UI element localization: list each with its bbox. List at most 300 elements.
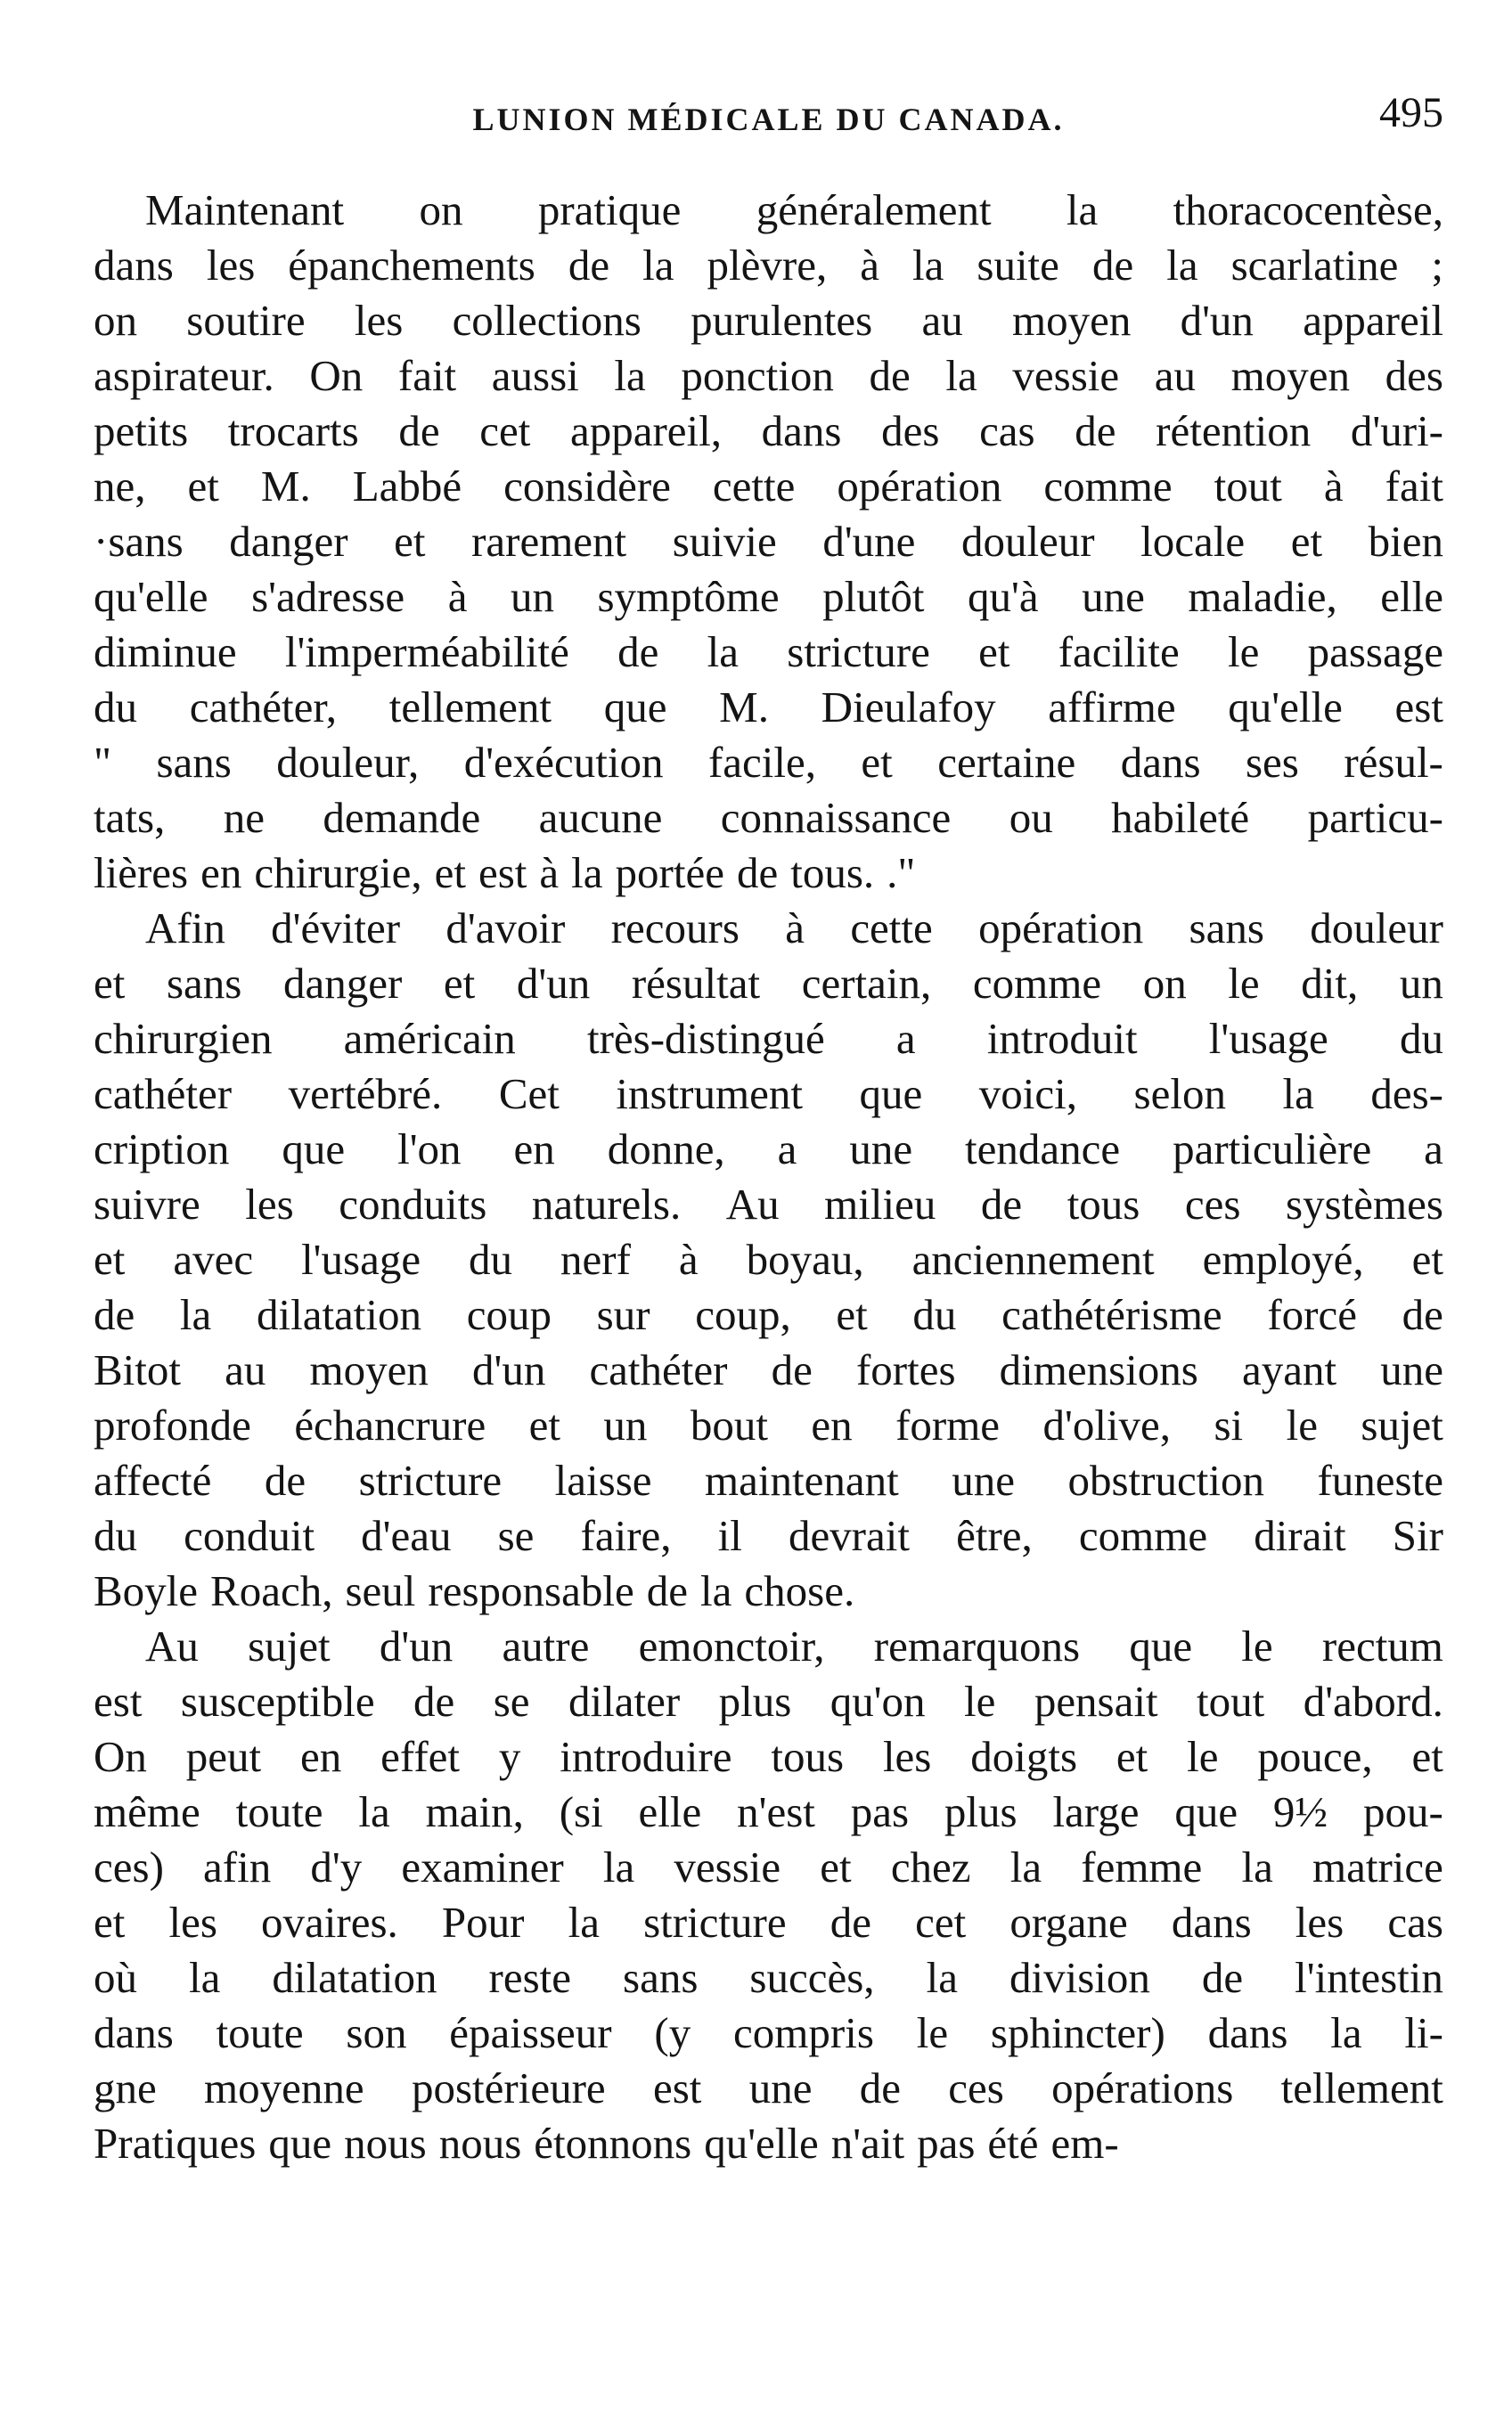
word: compris xyxy=(733,2008,874,2057)
word: susceptible xyxy=(180,1677,375,1726)
word: de xyxy=(617,627,659,676)
word: chirurgie, xyxy=(254,848,422,897)
word: aussi xyxy=(491,351,579,400)
word: ces xyxy=(1184,1180,1241,1229)
word: la xyxy=(642,241,674,290)
word: est xyxy=(94,1677,143,1726)
text-line xyxy=(94,790,1443,846)
word: tous xyxy=(1067,1180,1140,1229)
word: cas xyxy=(979,406,1035,455)
word: devrait xyxy=(788,1511,910,1560)
text-line xyxy=(94,901,1443,956)
word: sans xyxy=(166,959,242,1008)
word: division xyxy=(1009,1953,1150,2002)
text-line xyxy=(94,569,1443,625)
word: être, xyxy=(956,1511,1033,1560)
word: de xyxy=(1201,1953,1244,2002)
word: du xyxy=(912,1290,957,1339)
text-line xyxy=(94,514,1443,569)
word: on xyxy=(419,185,463,234)
word: une xyxy=(1082,572,1145,621)
word: vessie xyxy=(674,1843,781,1892)
text-line xyxy=(94,1232,1443,1287)
text-line xyxy=(94,2006,1443,2061)
word: de xyxy=(413,1677,455,1726)
word: que xyxy=(603,682,667,731)
word: suivre xyxy=(94,1180,200,1229)
word: forme xyxy=(895,1401,1001,1450)
text-line xyxy=(94,956,1443,1011)
word: cathéter xyxy=(94,1069,233,1118)
word: est xyxy=(478,848,527,897)
word: peut xyxy=(185,1732,262,1781)
text-line xyxy=(94,183,1443,238)
word: pou- xyxy=(1363,1787,1443,1836)
word: Pour xyxy=(441,1898,525,1947)
word: em- xyxy=(1050,2119,1119,2168)
word: conduit xyxy=(184,1511,315,1560)
word: lières xyxy=(94,848,189,897)
word: sur xyxy=(596,1290,650,1339)
word: remarquons xyxy=(873,1622,1081,1671)
word: de xyxy=(646,1566,688,1615)
word: naturels. xyxy=(531,1180,682,1229)
word: les xyxy=(206,241,256,290)
word: pas xyxy=(917,2119,976,2168)
word: au xyxy=(921,296,963,345)
text-line xyxy=(94,1177,1443,1232)
text-line xyxy=(94,1619,1443,1674)
word: chirurgien xyxy=(94,1014,273,1063)
word: d'abord. xyxy=(1303,1677,1443,1726)
word: ces xyxy=(948,2063,1004,2112)
word: la xyxy=(568,1898,600,1947)
text-line xyxy=(94,1398,1443,1453)
word: forcé xyxy=(1267,1290,1357,1339)
word: de xyxy=(568,241,610,290)
word: des- xyxy=(1370,1069,1443,1118)
word: Labbé xyxy=(352,462,462,511)
word: profonde xyxy=(94,1401,251,1450)
word: d'éviter xyxy=(271,903,401,952)
text-line xyxy=(94,625,1443,680)
word: même xyxy=(94,1787,200,1836)
word: Dieulafoy xyxy=(821,682,996,731)
word: la xyxy=(1066,185,1099,234)
word: douleur, xyxy=(276,738,420,787)
word: en xyxy=(200,848,242,897)
word: a xyxy=(1424,1124,1443,1173)
word: cathéter xyxy=(589,1345,728,1394)
word: la xyxy=(1009,1843,1042,1892)
word: de xyxy=(869,351,911,400)
word: et xyxy=(434,848,466,897)
word: Bitot xyxy=(94,1345,182,1394)
word: ces) xyxy=(94,1843,164,1892)
word: un xyxy=(603,1401,648,1450)
text-line xyxy=(94,348,1443,404)
text-line xyxy=(94,1564,1443,1619)
word: en xyxy=(513,1124,555,1173)
word: voici, xyxy=(978,1069,1077,1118)
text-line xyxy=(94,1122,1443,1177)
word: cet xyxy=(479,406,531,455)
word: chez xyxy=(890,1843,971,1892)
word: " xyxy=(94,738,112,787)
word: nous xyxy=(438,2119,522,2168)
word: qu'on xyxy=(830,1677,926,1726)
word: s'adresse xyxy=(251,572,405,621)
word: les xyxy=(1295,1898,1344,1947)
word: dirait xyxy=(1254,1511,1346,1560)
word: il xyxy=(717,1511,742,1560)
word: thoracocentèse, xyxy=(1173,185,1443,234)
word: obstruction xyxy=(1067,1456,1264,1505)
word: organe xyxy=(1009,1898,1128,1947)
word: cathéter, xyxy=(189,682,338,731)
word: d'exécution xyxy=(463,738,664,787)
word: aucune xyxy=(538,793,663,842)
word: ; xyxy=(1431,241,1443,290)
word: qu'à xyxy=(968,572,1039,621)
word: avec xyxy=(173,1235,254,1284)
word: certain, xyxy=(801,959,932,1008)
word: portée xyxy=(615,848,724,897)
word: de xyxy=(94,1290,135,1339)
word: appareil, xyxy=(569,406,723,455)
word: le xyxy=(1241,1622,1273,1671)
word: d'une xyxy=(822,517,916,566)
word: le xyxy=(1227,627,1260,676)
word: de xyxy=(1075,406,1116,455)
word: tous xyxy=(771,1732,845,1781)
word: des xyxy=(1385,351,1443,400)
word: à xyxy=(447,572,468,621)
word: dilater xyxy=(568,1677,681,1726)
word: tellement xyxy=(1280,2063,1443,2112)
word: la xyxy=(1166,241,1198,290)
word: demande xyxy=(323,793,481,842)
word: laisse xyxy=(554,1456,652,1505)
word: se xyxy=(493,1677,530,1726)
word: américain xyxy=(343,1014,516,1063)
word: facilite xyxy=(1058,627,1180,676)
word: une xyxy=(849,1124,913,1173)
word: plus xyxy=(718,1677,792,1726)
word: vessie xyxy=(1012,351,1120,400)
word: été xyxy=(987,2119,1039,2168)
word: appareil xyxy=(1303,296,1443,345)
word: tendance xyxy=(965,1124,1121,1173)
word: bien xyxy=(1368,517,1443,566)
word: d'avoir xyxy=(445,903,566,952)
word: de xyxy=(1091,241,1134,290)
word: faire, xyxy=(580,1511,672,1560)
word: facile, xyxy=(707,738,816,787)
word: Maintenant xyxy=(145,185,345,234)
word: douleur xyxy=(960,517,1095,566)
word: et xyxy=(394,517,426,566)
word: opération xyxy=(837,462,1002,511)
word: autre xyxy=(502,1622,590,1671)
text-line xyxy=(94,293,1443,348)
word: cette xyxy=(850,903,933,952)
word: Boyle xyxy=(94,1566,199,1615)
word: tellement xyxy=(388,682,552,731)
word: comme xyxy=(1043,462,1173,511)
word: une xyxy=(748,2063,813,2112)
word: collections xyxy=(452,296,642,345)
word: suite xyxy=(977,241,1059,290)
word: ne xyxy=(223,793,265,842)
text-line xyxy=(94,404,1443,459)
word: de xyxy=(771,1345,813,1394)
word: examiner xyxy=(401,1843,564,1892)
word: (y xyxy=(654,2008,691,2057)
word: ." xyxy=(887,848,916,897)
word: sphincter) xyxy=(990,2008,1165,2057)
word: la xyxy=(945,351,977,400)
text-line xyxy=(94,680,1443,735)
word: cette xyxy=(712,462,796,511)
word: Cet xyxy=(498,1069,560,1118)
text-line xyxy=(94,1729,1443,1785)
word: à xyxy=(860,241,879,290)
word: le xyxy=(1286,1401,1318,1450)
word: symptôme xyxy=(597,572,780,621)
word: les xyxy=(882,1732,932,1781)
word: de xyxy=(1402,1290,1443,1339)
word: Pratiques xyxy=(94,2119,257,2168)
word: pratique xyxy=(537,185,682,234)
word: dans xyxy=(94,2008,174,2057)
word: de xyxy=(859,2063,901,2112)
word: du xyxy=(94,682,137,731)
word: de xyxy=(264,1456,306,1505)
text-line xyxy=(94,1840,1443,1895)
word: fait xyxy=(1385,462,1443,511)
word: (si xyxy=(559,1787,603,1836)
word: la xyxy=(1241,1843,1273,1892)
word: à xyxy=(539,848,560,897)
word: que xyxy=(1129,1622,1193,1671)
word: dans xyxy=(1207,2008,1288,2057)
word: toute xyxy=(235,1787,323,1836)
word: sans xyxy=(623,1953,699,2002)
word: trocarts xyxy=(227,406,359,455)
word: main, xyxy=(425,1787,524,1836)
word: étonnons xyxy=(534,2119,692,2168)
word: n'est xyxy=(737,1787,815,1836)
word: et xyxy=(94,1898,126,1947)
word: diminue xyxy=(94,627,237,676)
word: ou xyxy=(1009,793,1053,842)
word: et xyxy=(861,738,893,787)
word: épaisseur xyxy=(449,2008,612,2057)
word: dans xyxy=(761,406,842,455)
word: Afin xyxy=(145,903,225,952)
word: sans xyxy=(156,738,232,787)
word: la xyxy=(614,351,646,400)
word: rectum xyxy=(1321,1622,1443,1671)
word: de xyxy=(398,406,440,455)
word: une xyxy=(952,1456,1015,1505)
text-line xyxy=(94,1895,1443,1950)
word: moyen xyxy=(309,1345,429,1394)
word: dans xyxy=(1171,1898,1252,1947)
word: ses xyxy=(1245,738,1299,787)
word: ·sans xyxy=(94,517,184,566)
word: opérations xyxy=(1051,2063,1234,2112)
word: les xyxy=(168,1898,217,1947)
word: le xyxy=(964,1677,996,1726)
word: le xyxy=(1187,1732,1219,1781)
word: recours xyxy=(610,903,740,952)
word: et xyxy=(1411,1235,1443,1284)
journal-title: LUNION MÉDICALE DU CANADA. xyxy=(472,102,1065,137)
word: habileté xyxy=(1111,793,1250,842)
paragraph xyxy=(94,183,1443,901)
word: rétention xyxy=(1156,406,1312,455)
word: ne, xyxy=(94,462,146,511)
word: connaissance xyxy=(720,793,952,842)
word: dans xyxy=(94,241,174,290)
word: maladie, xyxy=(1188,572,1337,621)
word: rarement xyxy=(471,517,627,566)
word: que xyxy=(282,1124,346,1173)
word: la xyxy=(926,1953,958,2002)
word: doigts xyxy=(970,1732,1078,1781)
word: danger xyxy=(229,517,348,566)
word: du xyxy=(469,1235,513,1284)
word: danger xyxy=(282,959,403,1008)
word: la xyxy=(911,241,944,290)
word: stricture xyxy=(787,627,930,676)
text-line xyxy=(94,735,1443,790)
word: petits xyxy=(94,406,189,455)
word: elle xyxy=(1380,572,1443,621)
word: qu'elle xyxy=(1228,682,1343,731)
word: épanchements xyxy=(288,241,535,290)
word: conduits xyxy=(339,1180,487,1229)
word: gne xyxy=(94,2063,157,2112)
word: a xyxy=(895,1014,916,1063)
word: qu'elle xyxy=(704,2119,819,2168)
word: considère xyxy=(503,462,671,511)
word: M. xyxy=(260,462,311,511)
word: pas xyxy=(850,1787,910,1836)
word: tous. xyxy=(790,848,875,897)
word: les xyxy=(354,296,404,345)
word: cription xyxy=(94,1124,230,1173)
word: employé, xyxy=(1202,1235,1364,1284)
word: femme xyxy=(1081,1843,1203,1892)
text-line xyxy=(94,459,1443,514)
word: seul xyxy=(345,1566,416,1615)
word: du xyxy=(94,1511,137,1560)
running-header xyxy=(94,85,1443,156)
word: succès, xyxy=(749,1953,875,2002)
word: a xyxy=(777,1124,797,1173)
word: fait xyxy=(397,351,457,400)
word: donne, xyxy=(607,1124,725,1173)
word: M. xyxy=(719,682,769,731)
word: coup xyxy=(466,1290,552,1339)
word: selon xyxy=(1133,1069,1226,1118)
word: des xyxy=(881,406,940,455)
word: résultat xyxy=(631,959,761,1008)
word: et xyxy=(820,1843,852,1892)
word: résul- xyxy=(1344,738,1443,787)
text-line xyxy=(94,1066,1443,1122)
word: on xyxy=(1142,959,1187,1008)
word: échancrure xyxy=(294,1401,486,1450)
word: funeste xyxy=(1317,1456,1443,1505)
word: maintenant xyxy=(705,1456,899,1505)
word: au xyxy=(225,1345,266,1394)
word: pensait xyxy=(1034,1677,1158,1726)
word: vertébré. xyxy=(288,1069,443,1118)
word: elle xyxy=(638,1787,702,1836)
word: chose. xyxy=(744,1566,855,1615)
word: la xyxy=(358,1787,390,1836)
word: d'y xyxy=(310,1843,363,1892)
word: passage xyxy=(1307,627,1443,676)
word: douleur xyxy=(1310,903,1443,952)
word: n'ait xyxy=(830,2119,905,2168)
word: matrice xyxy=(1312,1843,1443,1892)
word: boyau, xyxy=(746,1235,864,1284)
word: et xyxy=(1290,517,1323,566)
word: sujet xyxy=(1361,1401,1443,1450)
word: 9½ xyxy=(1272,1787,1328,1836)
word: plus xyxy=(944,1787,1018,1836)
word: fortes xyxy=(855,1345,956,1394)
word: introduit xyxy=(986,1014,1138,1063)
text-line xyxy=(94,1453,1443,1508)
word: la xyxy=(571,848,603,897)
word: dans xyxy=(1120,738,1201,787)
text-line xyxy=(94,1343,1443,1398)
word: une xyxy=(1380,1345,1443,1394)
word: particulière xyxy=(1173,1124,1372,1173)
word: et xyxy=(528,1401,560,1450)
word: locale xyxy=(1140,517,1246,566)
word: la xyxy=(1282,1069,1314,1118)
document-page xyxy=(94,85,1443,2171)
word: y xyxy=(498,1732,521,1781)
word: cet xyxy=(915,1898,967,1947)
text-line xyxy=(94,1508,1443,1564)
word: On xyxy=(94,1732,147,1781)
text-line xyxy=(94,2061,1443,2116)
word: systèmes xyxy=(1286,1180,1443,1229)
word: instrument xyxy=(616,1069,803,1118)
word: d'un xyxy=(516,959,591,1008)
word: l'usage xyxy=(1208,1014,1328,1063)
word: sans xyxy=(1189,903,1264,952)
word: ovaires. xyxy=(261,1898,398,1947)
word: affecté xyxy=(94,1456,212,1505)
paragraph xyxy=(94,1619,1443,2171)
word: son xyxy=(346,2008,407,2057)
page-number: 495 xyxy=(1379,89,1443,136)
word: aspirateur. xyxy=(94,351,274,400)
text-line xyxy=(94,1950,1443,2006)
word: et xyxy=(94,1235,126,1284)
word: comme xyxy=(972,959,1102,1008)
word: l'intestin xyxy=(1295,1953,1443,2002)
